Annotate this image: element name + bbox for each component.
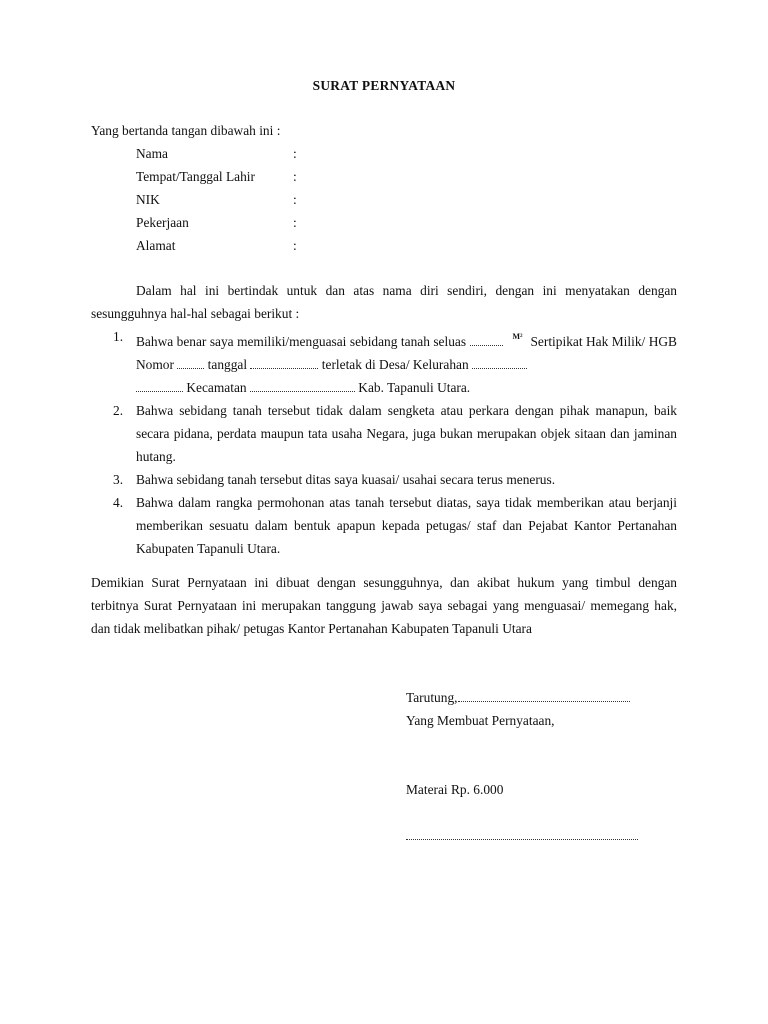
- blank-district-line: [250, 380, 355, 392]
- place-label: Tarutung,: [406, 690, 458, 705]
- field-row-pekerjaan: [136, 215, 436, 238]
- field-colon: :: [293, 169, 297, 184]
- field-colon: :: [293, 146, 297, 161]
- item-text: Bahwa sebidang tanah tersebut tidak dalam sengketa atau perkara dengan pihak manapun, baik secara pidana, perdata maupun tata usaha Negara, juga bukan merupakan objek sitaan dan jaminan hutang.: [136, 403, 677, 464]
- list-item: [91, 325, 677, 399]
- field-row-alamat: [136, 238, 436, 261]
- list-number: 3.: [113, 472, 124, 487]
- list-item: [91, 468, 677, 491]
- field-row-tempat-tanggal-lahir: [136, 169, 436, 192]
- item-text: tanggal: [207, 357, 248, 372]
- blank-area-line: [470, 334, 503, 346]
- statement-list: [91, 325, 677, 560]
- statement-paragraph: Dalam hal ini bertindak untuk dan atas nama diri sendiri, dengan ini menyatakan dengan sesungguhnya hal-hal sebagai berikut :: [91, 283, 677, 321]
- field-colon: :: [293, 215, 297, 230]
- blank-certificate-number-line: [177, 357, 204, 369]
- signature-place: [406, 686, 630, 709]
- item-text: Bahwa sebidang tanah tersebut ditas saya kuasai/ usahai secara terus menerus.: [136, 472, 556, 487]
- list-number: 1.: [113, 329, 124, 344]
- field-colon: :: [293, 238, 297, 253]
- list-number: 4.: [113, 495, 124, 510]
- list-item: [91, 491, 677, 560]
- blank-village-line-continued: [136, 380, 183, 392]
- field-label: Pekerjaan: [136, 215, 189, 230]
- item-text: Sertipikat Hak Milik/ HGB Nomor: [136, 334, 677, 372]
- field-label: Nama: [136, 146, 168, 161]
- item-text: terletak di Desa/ Kelurahan: [321, 357, 469, 372]
- blank-village-line: [472, 357, 527, 369]
- signature-role: Yang Membuat Pernyataan,: [406, 713, 555, 728]
- item-text: Bahwa dalam rangka permohonan atas tanah tersebut diatas, saya tidak memberikan atau berjanji memberikan sesuatu dalam bentuk apapun kepada petugas/ staf dan Pejabat Kantor Pertanahan Kabupaten Tapanuli Utara.: [136, 495, 677, 556]
- field-colon: :: [293, 192, 297, 207]
- intro-text: Yang bertanda tangan dibawah ini :: [91, 123, 281, 138]
- list-item: [91, 399, 677, 468]
- materai-label: Materai Rp. 6.000: [406, 782, 504, 797]
- field-row-nik: [136, 192, 436, 215]
- item-text: Kab. Tapanuli Utara.: [358, 380, 471, 395]
- blank-date-line: [250, 357, 318, 369]
- item-text: Kecamatan: [186, 380, 247, 395]
- unit-m2: M²: [512, 332, 523, 341]
- identity-fields: [136, 146, 436, 261]
- list-number: 2.: [113, 403, 124, 418]
- field-label: NIK: [136, 192, 160, 207]
- item-text: Bahwa benar saya memiliki/menguasai sebidang tanah seluas: [136, 334, 467, 349]
- field-row-nama: [136, 146, 436, 169]
- field-label: Alamat: [136, 238, 176, 253]
- field-label: Tempat/Tanggal Lahir: [136, 169, 255, 184]
- document-title: SURAT PERNYATAAN: [312, 78, 456, 93]
- signature-line: [406, 833, 638, 840]
- closing-paragraph: Demikian Surat Pernyataan ini dibuat dengan sesungguhnya, dan akibat hukum yang timbul dengan terbitnya Surat Pernyataan ini merupakan tanggung jawab saya sebagai yang menguasai/ memegang hak, dan tidak melibatkan pihak/ petugas Kantor Pertanahan Kabupaten Tapanuli Utara: [91, 575, 677, 636]
- blank-place-date-line: [458, 690, 630, 702]
